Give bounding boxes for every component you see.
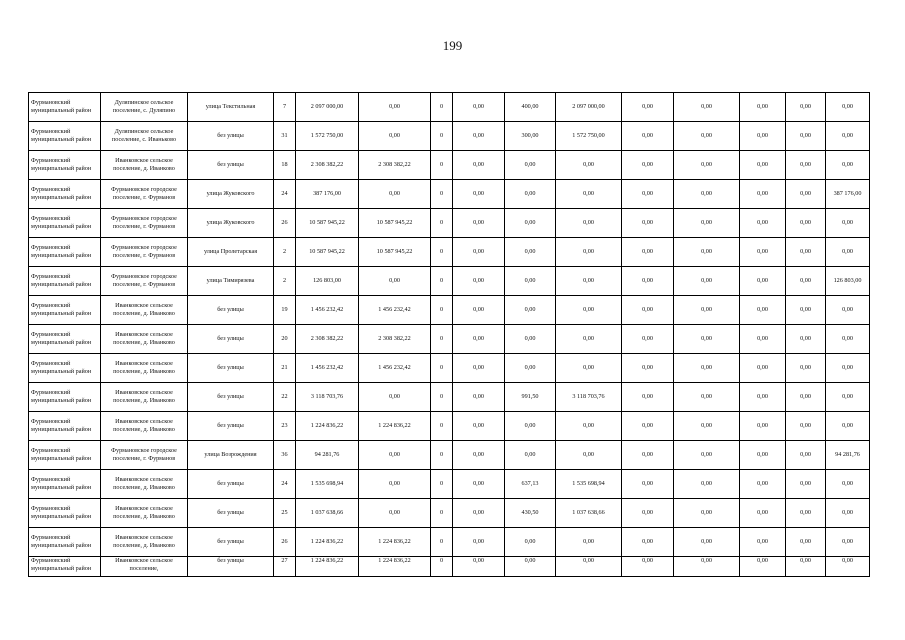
cell-house-number: 26 xyxy=(274,528,296,557)
cell-cost-f: 0,00 xyxy=(740,180,786,209)
cell-cost-g: 0,00 xyxy=(786,151,826,180)
cell-cost-g: 0,00 xyxy=(786,383,826,412)
cell-cost-a: 0,00 xyxy=(359,383,431,412)
cell-cost-a: 2 308 382,22 xyxy=(359,151,431,180)
cell-count-a: 0 xyxy=(431,354,453,383)
cell-settlement: Иванковское сельское поселение, xyxy=(101,557,188,577)
cell-count-a: 0 xyxy=(431,528,453,557)
cell-street: без улицы xyxy=(188,354,274,383)
cell-cost-e: 0,00 xyxy=(674,412,740,441)
cell-total-cost: 1 535 698,94 xyxy=(296,470,359,499)
cell-cost-b: 0,00 xyxy=(453,528,505,557)
cell-cost-f: 0,00 xyxy=(740,354,786,383)
cell-cost-c: 0,00 xyxy=(556,151,622,180)
cell-settlement: Фурмановское городское поселение, г. Фурманов xyxy=(101,267,188,296)
cell-cost-h: 0,00 xyxy=(826,296,870,325)
cell-municipality: Фурмановский муниципальный район xyxy=(29,383,101,412)
cell-cost-h: 0,00 xyxy=(826,93,870,122)
cell-count-a: 0 xyxy=(431,151,453,180)
cell-cost-a: 1 456 232,42 xyxy=(359,296,431,325)
cell-cost-e: 0,00 xyxy=(674,180,740,209)
cell-street: без улицы xyxy=(188,528,274,557)
cell-street: без улицы xyxy=(188,122,274,151)
cell-area: 991,50 xyxy=(505,383,556,412)
data-table xyxy=(28,92,870,577)
cell-cost-c: 0,00 xyxy=(556,557,622,577)
cell-house-number: 21 xyxy=(274,354,296,383)
cell-municipality: Фурмановский муниципальный район xyxy=(29,209,101,238)
cell-count-a: 0 xyxy=(431,238,453,267)
cell-municipality: Фурмановский муниципальный район xyxy=(29,470,101,499)
cell-cost-h: 0,00 xyxy=(826,412,870,441)
table-row xyxy=(29,209,870,238)
cell-cost-e: 0,00 xyxy=(674,209,740,238)
cell-area: 0,00 xyxy=(505,180,556,209)
cell-cost-a: 1 224 836,22 xyxy=(359,528,431,557)
cell-cost-d: 0,00 xyxy=(622,412,674,441)
cell-cost-h: 0,00 xyxy=(826,499,870,528)
cell-settlement: Иванковское сельское поселение, д. Иванково xyxy=(101,296,188,325)
cell-street: улица Жуковского xyxy=(188,180,274,209)
cell-total-cost: 1 224 836,22 xyxy=(296,528,359,557)
cell-cost-f: 0,00 xyxy=(740,528,786,557)
cell-street: без улицы xyxy=(188,470,274,499)
table-row xyxy=(29,528,870,557)
cell-cost-a: 2 308 382,22 xyxy=(359,325,431,354)
cell-cost-f: 0,00 xyxy=(740,383,786,412)
cell-cost-g: 0,00 xyxy=(786,209,826,238)
cell-total-cost: 2 308 382,22 xyxy=(296,325,359,354)
cell-cost-e: 0,00 xyxy=(674,470,740,499)
cell-cost-f: 0,00 xyxy=(740,267,786,296)
cell-total-cost: 2 097 000,00 xyxy=(296,93,359,122)
cell-municipality: Фурмановский муниципальный район xyxy=(29,267,101,296)
cell-total-cost: 1 456 232,42 xyxy=(296,296,359,325)
table-row xyxy=(29,499,870,528)
cell-street: без улицы xyxy=(188,151,274,180)
cell-house-number: 2 xyxy=(274,267,296,296)
cell-cost-d: 0,00 xyxy=(622,557,674,577)
cell-area: 0,00 xyxy=(505,557,556,577)
table-row xyxy=(29,412,870,441)
cell-cost-f: 0,00 xyxy=(740,296,786,325)
cell-cost-g: 0,00 xyxy=(786,412,826,441)
cell-count-a: 0 xyxy=(431,93,453,122)
cell-cost-f: 0,00 xyxy=(740,238,786,267)
cell-total-cost: 3 118 703,76 xyxy=(296,383,359,412)
cell-cost-a: 1 456 232,42 xyxy=(359,354,431,383)
cell-count-a: 0 xyxy=(431,267,453,296)
cell-settlement: Фурмановское городское поселение, г. Фурманов xyxy=(101,238,188,267)
cell-count-a: 0 xyxy=(431,412,453,441)
cell-cost-d: 0,00 xyxy=(622,209,674,238)
cell-cost-d: 0,00 xyxy=(622,441,674,470)
cell-count-a: 0 xyxy=(431,209,453,238)
cell-cost-b: 0,00 xyxy=(453,296,505,325)
cell-cost-c: 0,00 xyxy=(556,296,622,325)
cell-area: 0,00 xyxy=(505,441,556,470)
cell-house-number: 2 xyxy=(274,238,296,267)
cell-cost-f: 0,00 xyxy=(740,470,786,499)
cell-cost-c: 0,00 xyxy=(556,209,622,238)
cell-cost-d: 0,00 xyxy=(622,296,674,325)
cell-cost-b: 0,00 xyxy=(453,412,505,441)
cell-municipality: Фурмановский муниципальный район xyxy=(29,93,101,122)
cell-house-number: 7 xyxy=(274,93,296,122)
cell-settlement: Иванковское сельское поселение, д. Иванково xyxy=(101,325,188,354)
cell-street: улица Пролетарская xyxy=(188,238,274,267)
cell-total-cost: 10 587 945,22 xyxy=(296,238,359,267)
cell-house-number: 23 xyxy=(274,412,296,441)
table-row xyxy=(29,325,870,354)
cell-cost-d: 0,00 xyxy=(622,151,674,180)
cell-cost-e: 0,00 xyxy=(674,151,740,180)
cell-area: 0,00 xyxy=(505,325,556,354)
cell-cost-a: 0,00 xyxy=(359,441,431,470)
cell-total-cost: 1 037 638,66 xyxy=(296,499,359,528)
cell-cost-b: 0,00 xyxy=(453,122,505,151)
cell-cost-f: 0,00 xyxy=(740,412,786,441)
cell-house-number: 19 xyxy=(274,296,296,325)
cell-cost-a: 0,00 xyxy=(359,122,431,151)
cell-municipality: Фурмановский муниципальный район xyxy=(29,238,101,267)
cell-cost-h: 0,00 xyxy=(826,151,870,180)
cell-house-number: 22 xyxy=(274,383,296,412)
page-number: 199 xyxy=(442,38,463,53)
cell-area: 637,13 xyxy=(505,470,556,499)
cell-cost-g: 0,00 xyxy=(786,180,826,209)
cell-house-number: 27 xyxy=(274,557,296,577)
cell-cost-c: 1 037 638,66 xyxy=(556,499,622,528)
cell-cost-e: 0,00 xyxy=(674,93,740,122)
data-table-container xyxy=(28,92,869,572)
cell-settlement: Дуляпинское сельское поселение, с. Иваньково xyxy=(101,122,188,151)
cell-total-cost: 1 224 836,22 xyxy=(296,557,359,577)
table-row xyxy=(29,122,870,151)
cell-cost-e: 0,00 xyxy=(674,557,740,577)
cell-cost-g: 0,00 xyxy=(786,557,826,577)
cell-cost-b: 0,00 xyxy=(453,470,505,499)
table-row xyxy=(29,383,870,412)
cell-total-cost: 126 803,00 xyxy=(296,267,359,296)
cell-cost-a: 0,00 xyxy=(359,499,431,528)
cell-count-a: 0 xyxy=(431,325,453,354)
cell-cost-b: 0,00 xyxy=(453,267,505,296)
cell-cost-f: 0,00 xyxy=(740,499,786,528)
cell-house-number: 18 xyxy=(274,151,296,180)
cell-cost-h: 0,00 xyxy=(826,557,870,577)
cell-cost-g: 0,00 xyxy=(786,122,826,151)
cell-cost-d: 0,00 xyxy=(622,528,674,557)
cell-cost-g: 0,00 xyxy=(786,325,826,354)
cell-cost-a: 10 587 945,22 xyxy=(359,238,431,267)
cell-settlement: Иванковское сельское поселение, д. Иванково xyxy=(101,412,188,441)
cell-cost-h: 0,00 xyxy=(826,383,870,412)
cell-total-cost: 1 224 836,22 xyxy=(296,412,359,441)
table-row xyxy=(29,441,870,470)
cell-municipality: Фурмановский муниципальный район xyxy=(29,122,101,151)
cell-cost-b: 0,00 xyxy=(453,499,505,528)
cell-street: без улицы xyxy=(188,412,274,441)
cell-cost-e: 0,00 xyxy=(674,122,740,151)
cell-area: 0,00 xyxy=(505,151,556,180)
cell-street: улица Возрождения xyxy=(188,441,274,470)
cell-cost-a: 1 224 836,22 xyxy=(359,557,431,577)
cell-total-cost: 1 572 750,00 xyxy=(296,122,359,151)
cell-area: 0,00 xyxy=(505,296,556,325)
cell-cost-e: 0,00 xyxy=(674,267,740,296)
cell-cost-f: 0,00 xyxy=(740,151,786,180)
cell-cost-d: 0,00 xyxy=(622,499,674,528)
cell-cost-e: 0,00 xyxy=(674,325,740,354)
cell-cost-g: 0,00 xyxy=(786,238,826,267)
cell-cost-a: 0,00 xyxy=(359,470,431,499)
cell-cost-d: 0,00 xyxy=(622,470,674,499)
cell-cost-c: 0,00 xyxy=(556,325,622,354)
cell-cost-h: 0,00 xyxy=(826,325,870,354)
cell-total-cost: 94 281,76 xyxy=(296,441,359,470)
cell-area: 0,00 xyxy=(505,354,556,383)
cell-settlement: Иванковское сельское поселение, д. Иванково xyxy=(101,151,188,180)
table-row xyxy=(29,238,870,267)
cell-cost-e: 0,00 xyxy=(674,354,740,383)
cell-count-a: 0 xyxy=(431,441,453,470)
cell-cost-f: 0,00 xyxy=(740,122,786,151)
cell-cost-c: 1 535 698,94 xyxy=(556,470,622,499)
cell-cost-h: 0,00 xyxy=(826,122,870,151)
cell-total-cost: 10 587 945,22 xyxy=(296,209,359,238)
cell-area: 0,00 xyxy=(505,267,556,296)
cell-cost-d: 0,00 xyxy=(622,238,674,267)
cell-cost-b: 0,00 xyxy=(453,383,505,412)
cell-cost-b: 0,00 xyxy=(453,151,505,180)
cell-area: 0,00 xyxy=(505,238,556,267)
table-row xyxy=(29,151,870,180)
cell-settlement: Иванковское сельское поселение, д. Иванково xyxy=(101,354,188,383)
cell-cost-e: 0,00 xyxy=(674,238,740,267)
cell-area: 0,00 xyxy=(505,412,556,441)
cell-area: 430,50 xyxy=(505,499,556,528)
cell-cost-d: 0,00 xyxy=(622,180,674,209)
cell-street: без улицы xyxy=(188,499,274,528)
cell-cost-b: 0,00 xyxy=(453,557,505,577)
cell-cost-d: 0,00 xyxy=(622,93,674,122)
cell-house-number: 24 xyxy=(274,470,296,499)
cell-cost-h: 0,00 xyxy=(826,470,870,499)
cell-municipality: Фурмановский муниципальный район xyxy=(29,180,101,209)
cell-cost-g: 0,00 xyxy=(786,93,826,122)
cell-count-a: 0 xyxy=(431,180,453,209)
cell-settlement: Дуляпинское сельское поселение, с. Дуляпино xyxy=(101,93,188,122)
table-row xyxy=(29,354,870,383)
cell-house-number: 31 xyxy=(274,122,296,151)
cell-street: без улицы xyxy=(188,325,274,354)
cell-settlement: Иванковское сельское поселение, д. Иванково xyxy=(101,470,188,499)
cell-cost-a: 10 587 945,22 xyxy=(359,209,431,238)
cell-cost-e: 0,00 xyxy=(674,528,740,557)
cell-house-number: 25 xyxy=(274,499,296,528)
cell-cost-c: 0,00 xyxy=(556,238,622,267)
cell-settlement: Иванковское сельское поселение, д. Иванково xyxy=(101,499,188,528)
table-row xyxy=(29,470,870,499)
cell-area: 400,00 xyxy=(505,93,556,122)
cell-cost-g: 0,00 xyxy=(786,470,826,499)
cell-count-a: 0 xyxy=(431,296,453,325)
cell-cost-e: 0,00 xyxy=(674,441,740,470)
cell-street: без улицы xyxy=(188,557,274,577)
cell-cost-a: 0,00 xyxy=(359,180,431,209)
cell-cost-c: 0,00 xyxy=(556,354,622,383)
cell-cost-h: 126 803,00 xyxy=(826,267,870,296)
cell-cost-a: 1 224 836,22 xyxy=(359,412,431,441)
cell-cost-f: 0,00 xyxy=(740,441,786,470)
table-body xyxy=(29,93,870,577)
cell-cost-b: 0,00 xyxy=(453,325,505,354)
cell-cost-a: 0,00 xyxy=(359,267,431,296)
cell-cost-c: 0,00 xyxy=(556,441,622,470)
cell-cost-b: 0,00 xyxy=(453,441,505,470)
table-row xyxy=(29,180,870,209)
table-row xyxy=(29,267,870,296)
cell-settlement: Иванковское сельское поселение, д. Иванково xyxy=(101,528,188,557)
cell-street: улица Текстильная xyxy=(188,93,274,122)
cell-cost-f: 0,00 xyxy=(740,557,786,577)
cell-cost-h: 0,00 xyxy=(826,354,870,383)
cell-cost-d: 0,00 xyxy=(622,354,674,383)
cell-cost-h: 0,00 xyxy=(826,238,870,267)
cell-cost-c: 1 572 750,00 xyxy=(556,122,622,151)
cell-cost-g: 0,00 xyxy=(786,441,826,470)
cell-cost-d: 0,00 xyxy=(622,122,674,151)
cell-municipality: Фурмановский муниципальный район xyxy=(29,412,101,441)
cell-count-a: 0 xyxy=(431,499,453,528)
cell-municipality: Фурмановский муниципальный район xyxy=(29,441,101,470)
cell-cost-c: 0,00 xyxy=(556,528,622,557)
cell-cost-c: 0,00 xyxy=(556,180,622,209)
table-row xyxy=(29,93,870,122)
cell-cost-d: 0,00 xyxy=(622,325,674,354)
cell-street: без улицы xyxy=(188,383,274,412)
cell-cost-f: 0,00 xyxy=(740,93,786,122)
cell-cost-b: 0,00 xyxy=(453,93,505,122)
cell-cost-e: 0,00 xyxy=(674,296,740,325)
cell-cost-g: 0,00 xyxy=(786,499,826,528)
cell-cost-b: 0,00 xyxy=(453,209,505,238)
cell-street: улица Тимирязева xyxy=(188,267,274,296)
cell-street: без улицы xyxy=(188,296,274,325)
cell-cost-d: 0,00 xyxy=(622,267,674,296)
cell-settlement: Иванковское сельское поселение, д. Иванково xyxy=(101,383,188,412)
cell-cost-g: 0,00 xyxy=(786,354,826,383)
cell-count-a: 0 xyxy=(431,470,453,499)
cell-house-number: 24 xyxy=(274,180,296,209)
cell-municipality: Фурмановский муниципальный район xyxy=(29,354,101,383)
cell-cost-h: 387 176,00 xyxy=(826,180,870,209)
cell-cost-c: 0,00 xyxy=(556,267,622,296)
cell-municipality: Фурмановский муниципальный район xyxy=(29,499,101,528)
cell-municipality: Фурмановский муниципальный район xyxy=(29,557,101,577)
cell-total-cost: 2 308 382,22 xyxy=(296,151,359,180)
cell-cost-h: 0,00 xyxy=(826,209,870,238)
cell-cost-g: 0,00 xyxy=(786,528,826,557)
cell-municipality: Фурмановский муниципальный район xyxy=(29,528,101,557)
cell-settlement: Фурмановское городское поселение, г. Фурманов xyxy=(101,209,188,238)
cell-count-a: 0 xyxy=(431,122,453,151)
cell-house-number: 36 xyxy=(274,441,296,470)
cell-house-number: 26 xyxy=(274,209,296,238)
cell-total-cost: 387 176,00 xyxy=(296,180,359,209)
cell-cost-h: 94 281,76 xyxy=(826,441,870,470)
cell-house-number: 20 xyxy=(274,325,296,354)
cell-cost-e: 0,00 xyxy=(674,499,740,528)
cell-cost-c: 3 118 703,76 xyxy=(556,383,622,412)
cell-cost-b: 0,00 xyxy=(453,180,505,209)
cell-count-a: 0 xyxy=(431,557,453,577)
cell-settlement: Фурмановское городское поселение, г. Фурманов xyxy=(101,180,188,209)
table-row xyxy=(29,296,870,325)
cell-street: улица Жуковского xyxy=(188,209,274,238)
cell-cost-a: 0,00 xyxy=(359,93,431,122)
table-row xyxy=(29,557,870,577)
cell-cost-d: 0,00 xyxy=(622,383,674,412)
cell-cost-c: 2 097 000,00 xyxy=(556,93,622,122)
cell-settlement: Фурмановское городское поселение, г. Фурманов xyxy=(101,441,188,470)
cell-cost-b: 0,00 xyxy=(453,238,505,267)
cell-area: 0,00 xyxy=(505,209,556,238)
cell-cost-e: 0,00 xyxy=(674,383,740,412)
cell-count-a: 0 xyxy=(431,383,453,412)
cell-cost-f: 0,00 xyxy=(740,209,786,238)
cell-area: 0,00 xyxy=(505,528,556,557)
cell-municipality: Фурмановский муниципальный район xyxy=(29,325,101,354)
cell-cost-c: 0,00 xyxy=(556,412,622,441)
cell-area: 300,00 xyxy=(505,122,556,151)
cell-municipality: Фурмановский муниципальный район xyxy=(29,296,101,325)
cell-total-cost: 1 456 232,42 xyxy=(296,354,359,383)
cell-cost-h: 0,00 xyxy=(826,528,870,557)
cell-cost-f: 0,00 xyxy=(740,325,786,354)
cell-cost-g: 0,00 xyxy=(786,296,826,325)
cell-cost-g: 0,00 xyxy=(786,267,826,296)
cell-municipality: Фурмановский муниципальный район xyxy=(29,151,101,180)
cell-cost-b: 0,00 xyxy=(453,354,505,383)
